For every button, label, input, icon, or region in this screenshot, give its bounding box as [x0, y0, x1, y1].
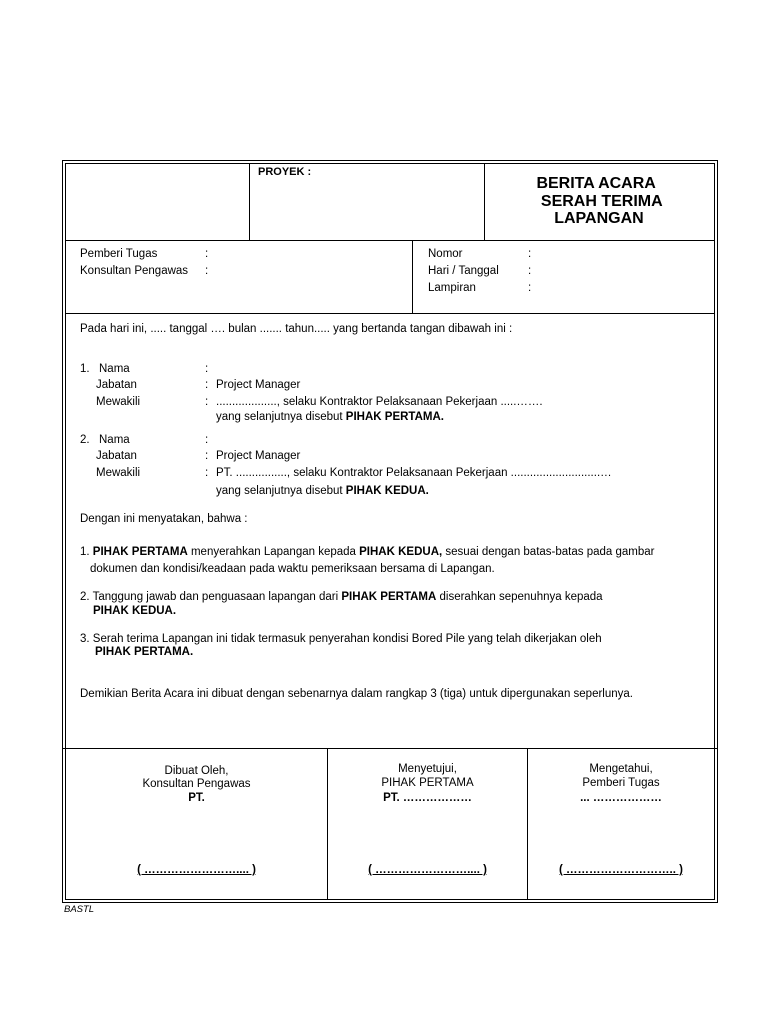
sign1-line2: Konsultan Pengawas	[142, 778, 251, 790]
sign2-line1: Menyetujui,	[398, 763, 457, 775]
proyek-label: PROYEK :	[258, 166, 312, 178]
party2-nama-colon: :	[205, 434, 209, 446]
page-title: BERITA ACARA SERAH TERIMA LAPANGAN	[536, 175, 663, 227]
sign2-signature-line: ( …………………….... )	[368, 864, 487, 876]
nomor-colon: :	[528, 248, 532, 260]
party1-designation-text: yang selanjutnya disebut	[216, 411, 346, 423]
nomor-label: Nomor	[428, 248, 463, 260]
konsultan-pengawas-colon: :	[205, 265, 209, 277]
footer-code: BASTL	[64, 904, 95, 915]
point-2-text-2: diserahkan sepenuhnya kepada	[436, 591, 603, 603]
party1-designation-bold: PIHAK PERTAMA.	[345, 411, 444, 423]
party1-designation	[216, 410, 444, 424]
party2-mewakili-colon: :	[205, 467, 209, 479]
party1-mewakili-label: Mewakili	[96, 396, 141, 408]
sign3-line2: Pemberi Tugas	[582, 777, 660, 789]
party2-mewakili-label: Mewakili	[96, 467, 141, 479]
party1-jabatan-colon: :	[205, 379, 209, 391]
sign1-line3: PT.	[188, 792, 205, 804]
point-1-text-1: menyerahkan Lapangan kepada	[187, 546, 360, 558]
point-3-line-2: PIHAK PERTAMA.	[95, 646, 194, 658]
konsultan-pengawas-label: Konsultan Pengawas	[80, 265, 189, 277]
party2-jabatan-colon: :	[205, 450, 209, 462]
info-divider	[412, 241, 413, 313]
signature-top-line	[62, 748, 718, 749]
closing-text: Demikian Berita Acara ini dibuat dengan sebenarnya dalam rangkap 3 (tiga) untuk dipergunakan seperlunya.	[80, 688, 633, 700]
point-2-bold: PIHAK PERTAMA	[341, 591, 437, 603]
point-1-text-2: sesuai dengan batas-batas pada gambar	[442, 546, 655, 558]
document-form	[62, 160, 718, 905]
party2-jabatan-value: Project Manager	[216, 450, 301, 462]
hari-tanggal-label: Hari / Tanggal	[428, 265, 499, 277]
party1-mewakili-value: ..................., selaku Kontraktor Pelaksanaan Pekerjaan .....…….	[216, 396, 543, 408]
hari-tanggal-colon: :	[528, 265, 532, 277]
point-1	[80, 545, 654, 559]
sign1-signature-line: ( …………………….... )	[137, 864, 256, 876]
intro-text: Pada hari ini, ..... tanggal …. bulan ....... tahun..... yang bertanda tangan dibawah ini :	[80, 323, 513, 335]
party1-jabatan-value: Project Manager	[216, 379, 301, 391]
point-1-bold-1: PIHAK PERTAMA	[92, 546, 188, 558]
party1-mewakili-colon: :	[205, 396, 209, 408]
info-bottom-line	[66, 313, 714, 314]
sign3-line1: Mengetahui,	[589, 763, 653, 775]
party2-jabatan-label: Jabatan	[96, 450, 137, 462]
party1-nama-label: Nama	[99, 363, 130, 375]
sign3-signature-line: ( ……………………….. )	[559, 864, 683, 876]
sign3-line3: ... ………………	[580, 792, 662, 804]
point-3: 3. Serah terima Lapangan ini tidak termasuk penyerahan kondisi Bored Pile yang telah dikerjakan oleh	[80, 633, 602, 645]
sign1-line1: Dibuat Oleh,	[164, 765, 229, 777]
pemberi-tugas-colon: :	[205, 248, 209, 260]
point-1-number: 1.	[80, 546, 93, 558]
lampiran-colon: :	[528, 282, 532, 294]
party2-designation	[216, 484, 429, 498]
point-2-text-1: 2. Tanggung jawab dan penguasaan lapangan dari	[80, 591, 342, 603]
party2-designation-bold: PIHAK KEDUA.	[345, 485, 429, 497]
statement-intro: Dengan ini menyatakan, bahwa :	[80, 513, 248, 525]
sign2-line3: PT. ………………	[383, 792, 472, 804]
header-divider-2	[484, 164, 485, 241]
party2-nama-label: Nama	[99, 434, 130, 446]
sign2-line2: PIHAK PERTAMA	[381, 777, 474, 789]
party2-designation-text: yang selanjutnya disebut	[216, 485, 346, 497]
point-1-line-2: dokumen dan kondisi/keadaan pada waktu pemeriksaan bersama di Lapangan.	[90, 563, 495, 575]
party1-nama-colon: :	[205, 363, 209, 375]
point-1-bold-2: PIHAK KEDUA,	[359, 546, 443, 558]
party1-jabatan-label: Jabatan	[96, 379, 137, 391]
party2-mewakili-value: PT. ................, selaku Kontraktor Pelaksanaan Pekerjaan ............................…	[216, 467, 612, 479]
pemberi-tugas-label: Pemberi Tugas	[80, 248, 158, 260]
lampiran-label: Lampiran	[428, 282, 476, 294]
party2-number: 2.	[80, 434, 90, 446]
party1-number: 1.	[80, 363, 90, 375]
point-2	[80, 590, 603, 604]
header-divider-1	[249, 164, 250, 241]
point-2-line-2: PIHAK KEDUA.	[93, 605, 177, 617]
header-bottom-line	[66, 240, 714, 241]
